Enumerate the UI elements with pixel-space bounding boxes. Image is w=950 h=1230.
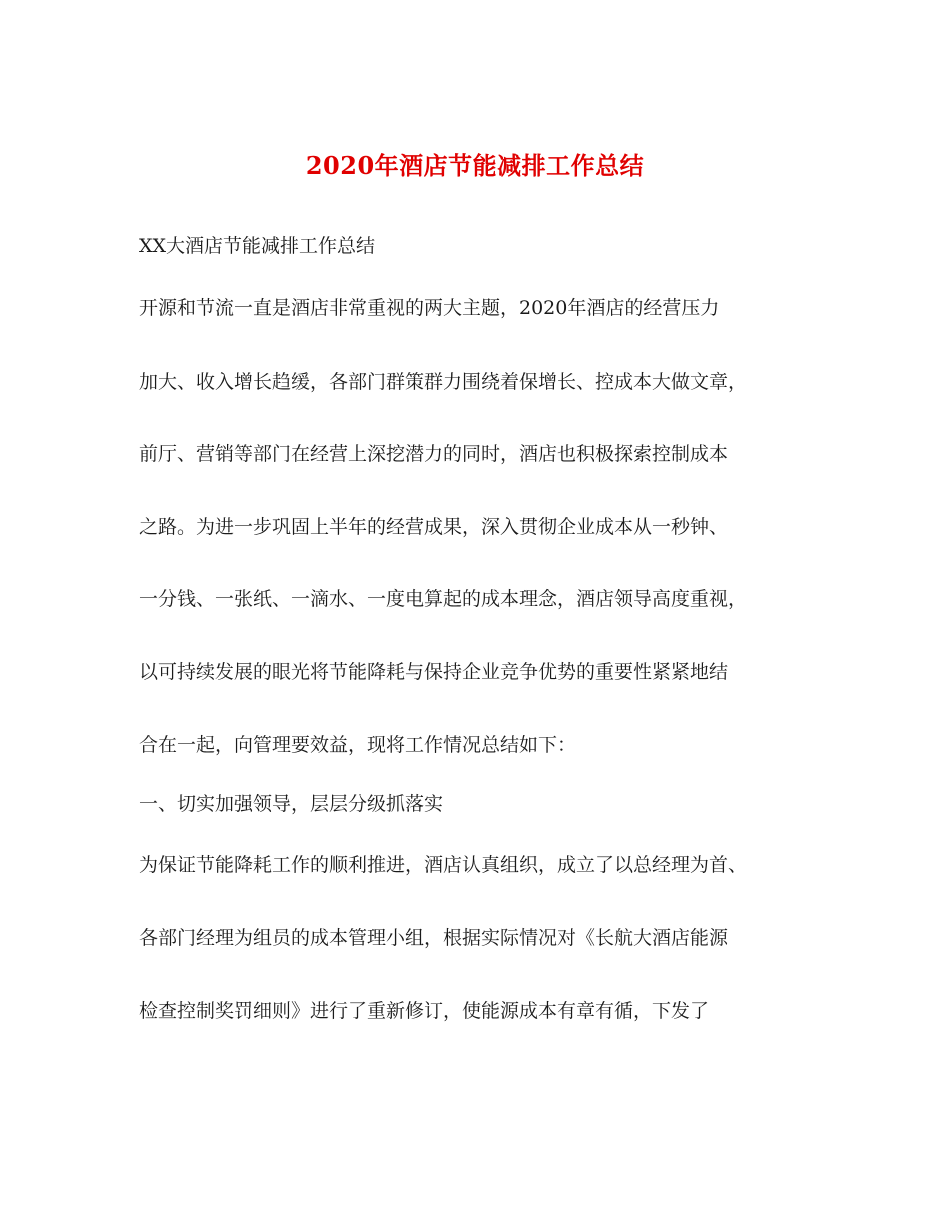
paragraph-line: 前厅、营销等部门在经营上深挖潜力的同时，酒店也积极探索控制成本: [139, 443, 729, 465]
paragraph-line: 合在一起，向管理要效益，现将工作情况总结如下：: [139, 734, 577, 756]
paragraph-line: 之路。为进一步巩固上半年的经营成果，深入贯彻企业成本从一秒钟、: [139, 516, 729, 538]
document-subtitle: XX大酒店节能减排工作总结: [139, 235, 376, 257]
paragraph-line: 各部门经理为组员的成本管理小组，根据实际情况对《长航大酒店能源: [139, 927, 729, 949]
paragraph-line: 为保证节能降耗工作的顺利推进，酒店认真组织，成立了以总经理为首、: [139, 854, 748, 876]
paragraph-line: 开源和节流一直是酒店非常重视的两大主题，2020年酒店的经营压力: [139, 297, 720, 319]
document-title: 2020年酒店节能减排工作总结: [305, 151, 645, 180]
paragraph-line: 一分钱、一张纸、一滴水、一度电算起的成本理念，酒店领导高度重视，: [139, 588, 748, 610]
paragraph-line: 以可持续发展的眼光将节能降耗与保持企业竞争优势的重要性紧紧地结: [139, 661, 729, 683]
section-heading: 一、切实加强领导，层层分级抓落实: [139, 793, 444, 815]
paragraph-line: 检查控制奖罚细则》进行了重新修订，使能源成本有章有循，下发了: [139, 1000, 710, 1022]
paragraph-line: 加大、收入增长趋缓，各部门群策群力围绕着保增长、控成本大做文章，: [139, 371, 748, 393]
